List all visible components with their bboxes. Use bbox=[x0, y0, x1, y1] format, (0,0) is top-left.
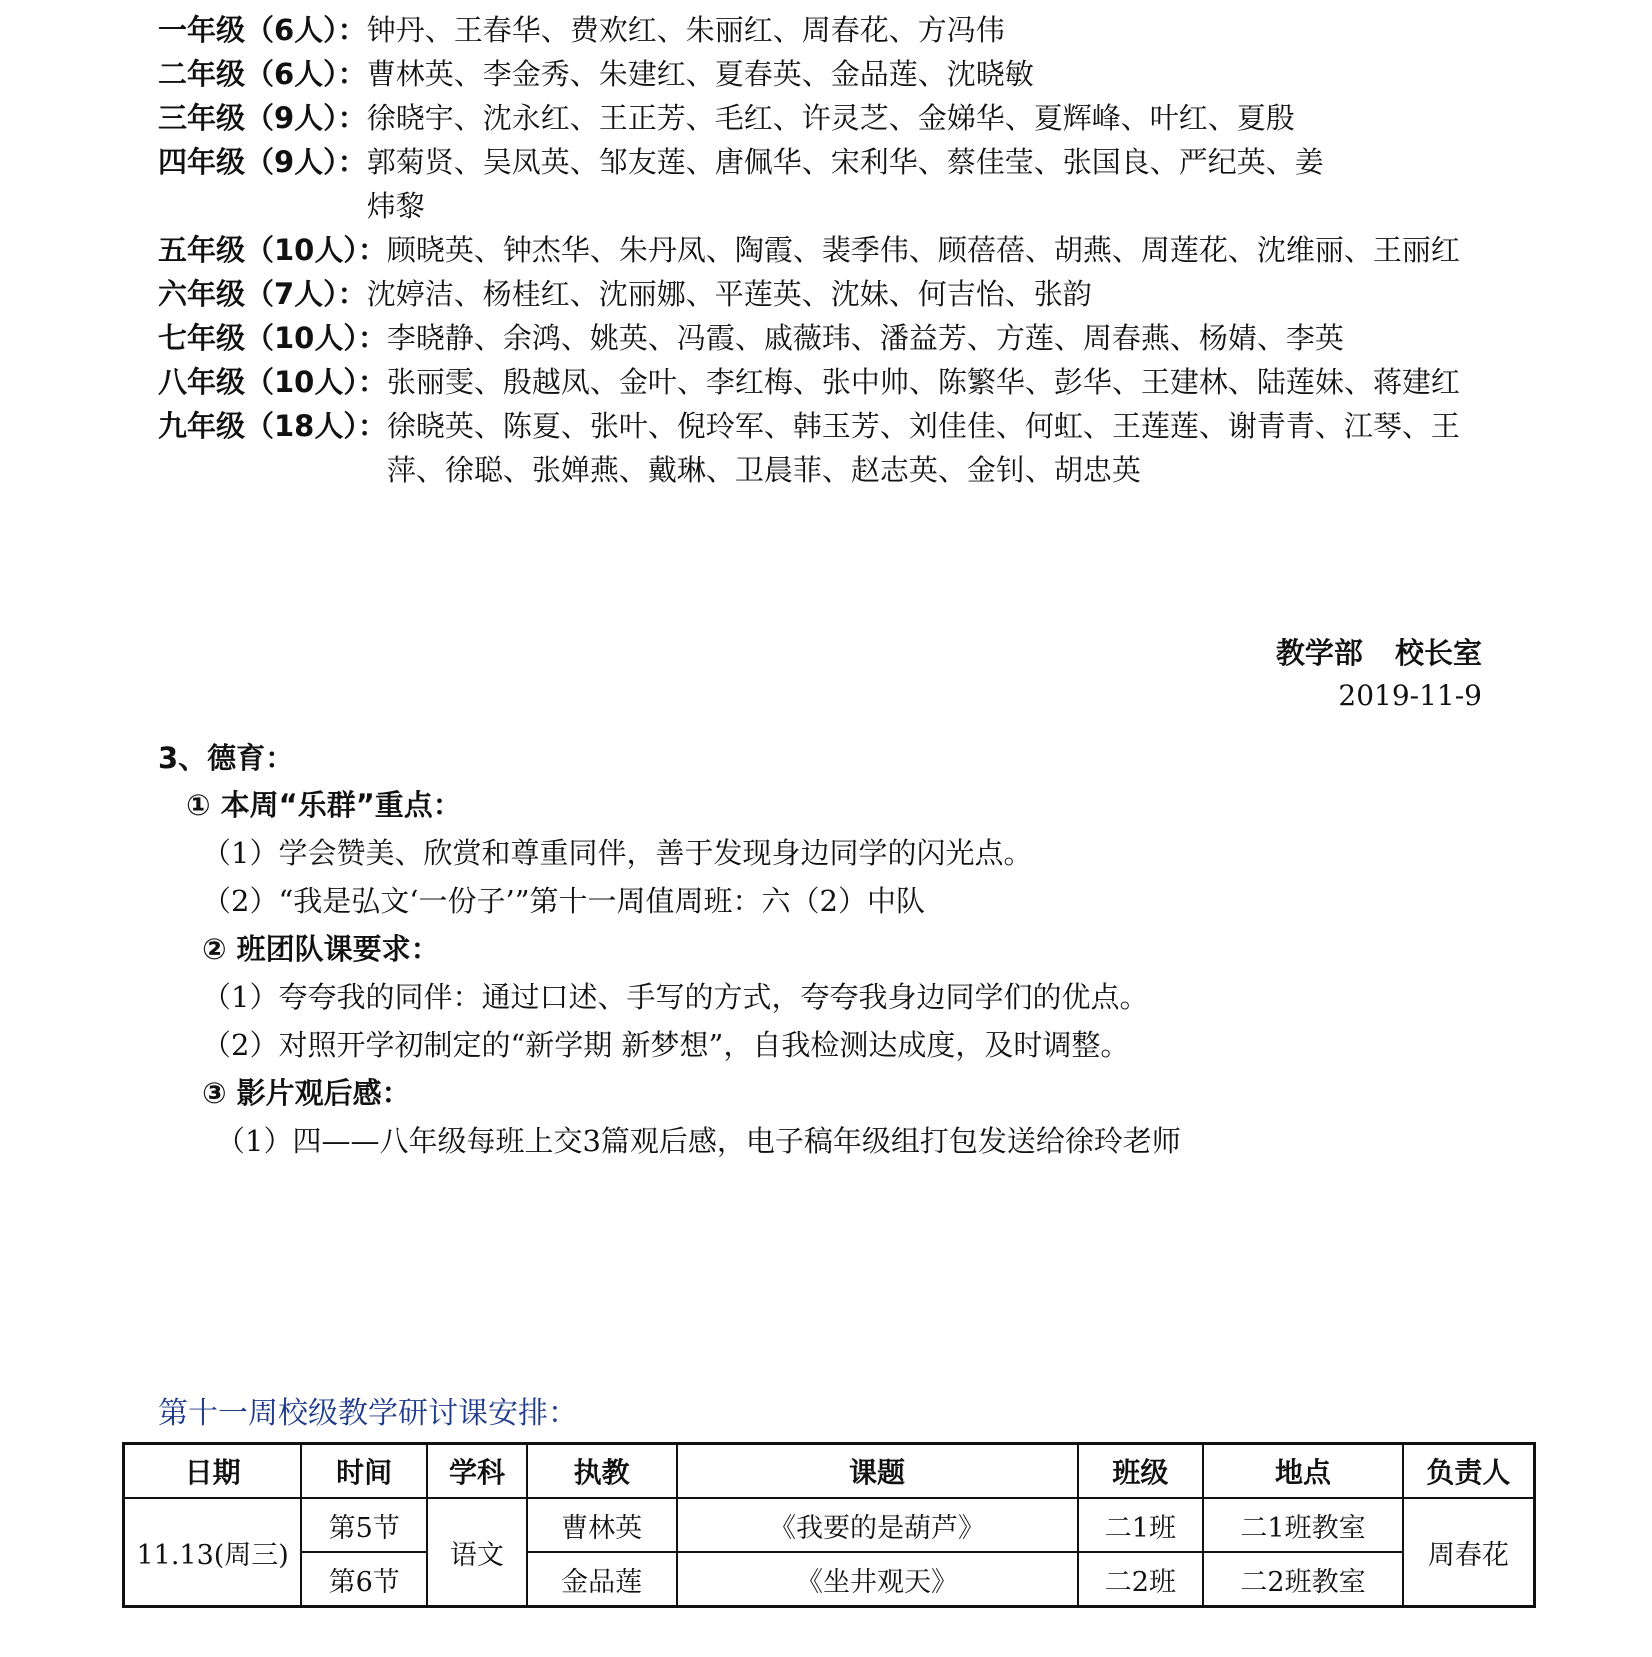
cell-teacher: 金品莲 bbox=[527, 1552, 677, 1607]
cell-class: 二1班 bbox=[1078, 1498, 1204, 1552]
grade-label: 六年级（7人）： bbox=[158, 277, 367, 311]
table-header-row bbox=[124, 1444, 1535, 1499]
grade-list bbox=[158, 8, 1498, 492]
grade-label: 七年级（10人）： bbox=[158, 321, 387, 355]
signature-block bbox=[1276, 630, 1482, 716]
header-teacher: 执教 bbox=[527, 1444, 677, 1499]
film-item-1: （1）四——八年级每班上交3篇观后感，电子稿年级组打包发送给徐玲老师 bbox=[216, 1124, 1181, 1158]
grade-label: 一年级（6人）： bbox=[158, 13, 367, 47]
grade-label: 八年级（10人）： bbox=[158, 365, 387, 399]
grade-label: 二年级（6人）： bbox=[158, 57, 367, 91]
schedule-title: 第十一周校级教学研讨课安排： bbox=[158, 1396, 578, 1431]
grade-names: 徐晓英、陈夏、张叶、倪玲军、韩玉芳、刘佳佳、何虹、王莲莲、谢青青、江琴、王萍、徐聪、张婵燕、戴琳、卫晨菲、赵志英、金钊、胡忠英 bbox=[386, 409, 1460, 487]
grade-row-9 bbox=[158, 404, 1498, 492]
cell-topic: 《我要的是葫芦》 bbox=[677, 1498, 1078, 1552]
grade-label: 三年级（9人）： bbox=[158, 101, 367, 135]
grade-names: 沈婷洁、杨桂红、沈丽娜、平莲英、沈妹、何吉怡、张韵 bbox=[366, 277, 1092, 311]
grade-row-4 bbox=[158, 140, 1498, 228]
header-topic: 课题 bbox=[677, 1444, 1078, 1499]
grade-names: 钟丹、王春华、费欢红、朱丽红、周春花、方冯伟 bbox=[366, 13, 1005, 47]
grade-row-5 bbox=[158, 228, 1498, 272]
grade-label: 四年级（9人）： bbox=[158, 145, 367, 179]
grade-row-1 bbox=[158, 8, 1498, 52]
cell-place: 二1班教室 bbox=[1203, 1498, 1403, 1552]
class-item-1: （1）夸夸我的同伴：通过口述、手写的方式，夸夸我身边同学们的优点。 bbox=[202, 980, 1149, 1014]
grade-label: 九年级（18人）： bbox=[158, 409, 387, 443]
signature-dept: 教学部 校长室 bbox=[1275, 636, 1482, 670]
moral-section bbox=[158, 735, 1458, 1165]
table-row bbox=[124, 1498, 1535, 1552]
class-title: ② 班团队课要求： bbox=[202, 932, 440, 966]
cell-owner: 周春花 bbox=[1403, 1498, 1535, 1607]
header-owner: 负责人 bbox=[1403, 1444, 1535, 1499]
focus-item-2: （2）“我是弘文‘一份子’”第十一周值周班：六（2）中队 bbox=[202, 884, 925, 918]
grade-row-8 bbox=[158, 360, 1498, 404]
header-subject: 学科 bbox=[427, 1444, 527, 1499]
grade-label: 五年级（10人）： bbox=[158, 233, 387, 267]
cell-subject: 语文 bbox=[427, 1498, 527, 1607]
grade-names: 徐晓宇、沈永红、王正芳、毛红、许灵芝、金娣华、夏辉峰、叶红、夏殷 bbox=[366, 101, 1295, 135]
header-place: 地点 bbox=[1203, 1444, 1403, 1499]
cell-time: 第6节 bbox=[301, 1552, 427, 1607]
film-title: ③ 影片观后感： bbox=[202, 1076, 411, 1110]
focus-title: ① 本周“乐群”重点： bbox=[186, 788, 462, 822]
cell-place: 二2班教室 bbox=[1203, 1552, 1403, 1607]
grade-names: 曹林英、李金秀、朱建红、夏春英、金品莲、沈晓敏 bbox=[366, 57, 1034, 91]
grade-names: 顾晓英、钟杰华、朱丹凤、陶霞、裴季伟、顾蓓蓓、胡燕、周莲花、沈维丽、王丽红 bbox=[386, 233, 1460, 267]
grade-row-2 bbox=[158, 52, 1498, 96]
grade-row-7 bbox=[158, 316, 1498, 360]
header-class: 班级 bbox=[1078, 1444, 1204, 1499]
header-date: 日期 bbox=[124, 1444, 302, 1499]
cell-date: 11.13(周三) bbox=[124, 1498, 302, 1607]
signature-date: 2019-11-9 bbox=[1338, 679, 1482, 712]
grade-names: 张丽雯、殷越凤、金叶、李红梅、张中帅、陈繁华、彭华、王建林、陆莲妹、蒋建红 bbox=[386, 365, 1460, 399]
cell-time: 第5节 bbox=[301, 1498, 427, 1552]
cell-teacher: 曹林英 bbox=[527, 1498, 677, 1552]
moral-heading: 3、德育： bbox=[158, 741, 295, 775]
grade-row-3 bbox=[158, 96, 1498, 140]
grade-names: 郭菊贤、吴凤英、邹友莲、唐佩华、宋利华、蔡佳莹、张国良、严纪英、姜炜黎 bbox=[366, 145, 1324, 223]
grade-names: 李晓静、余鸿、姚英、冯霞、戚薇玮、潘益芳、方莲、周春燕、杨婧、李英 bbox=[386, 321, 1344, 355]
header-time: 时间 bbox=[301, 1444, 427, 1499]
class-item-2: （2）对照开学初制定的“新学期 新梦想”，自我检测达成度，及时调整。 bbox=[202, 1028, 1130, 1062]
focus-item-1: （1）学会赞美、欣赏和尊重同伴，善于发现身边同学的闪光点。 bbox=[202, 836, 1033, 870]
cell-class: 二2班 bbox=[1078, 1552, 1204, 1607]
cell-topic: 《坐井观天》 bbox=[677, 1552, 1078, 1607]
table-row bbox=[124, 1552, 1535, 1607]
schedule-table bbox=[122, 1442, 1536, 1608]
grade-row-6 bbox=[158, 272, 1498, 316]
